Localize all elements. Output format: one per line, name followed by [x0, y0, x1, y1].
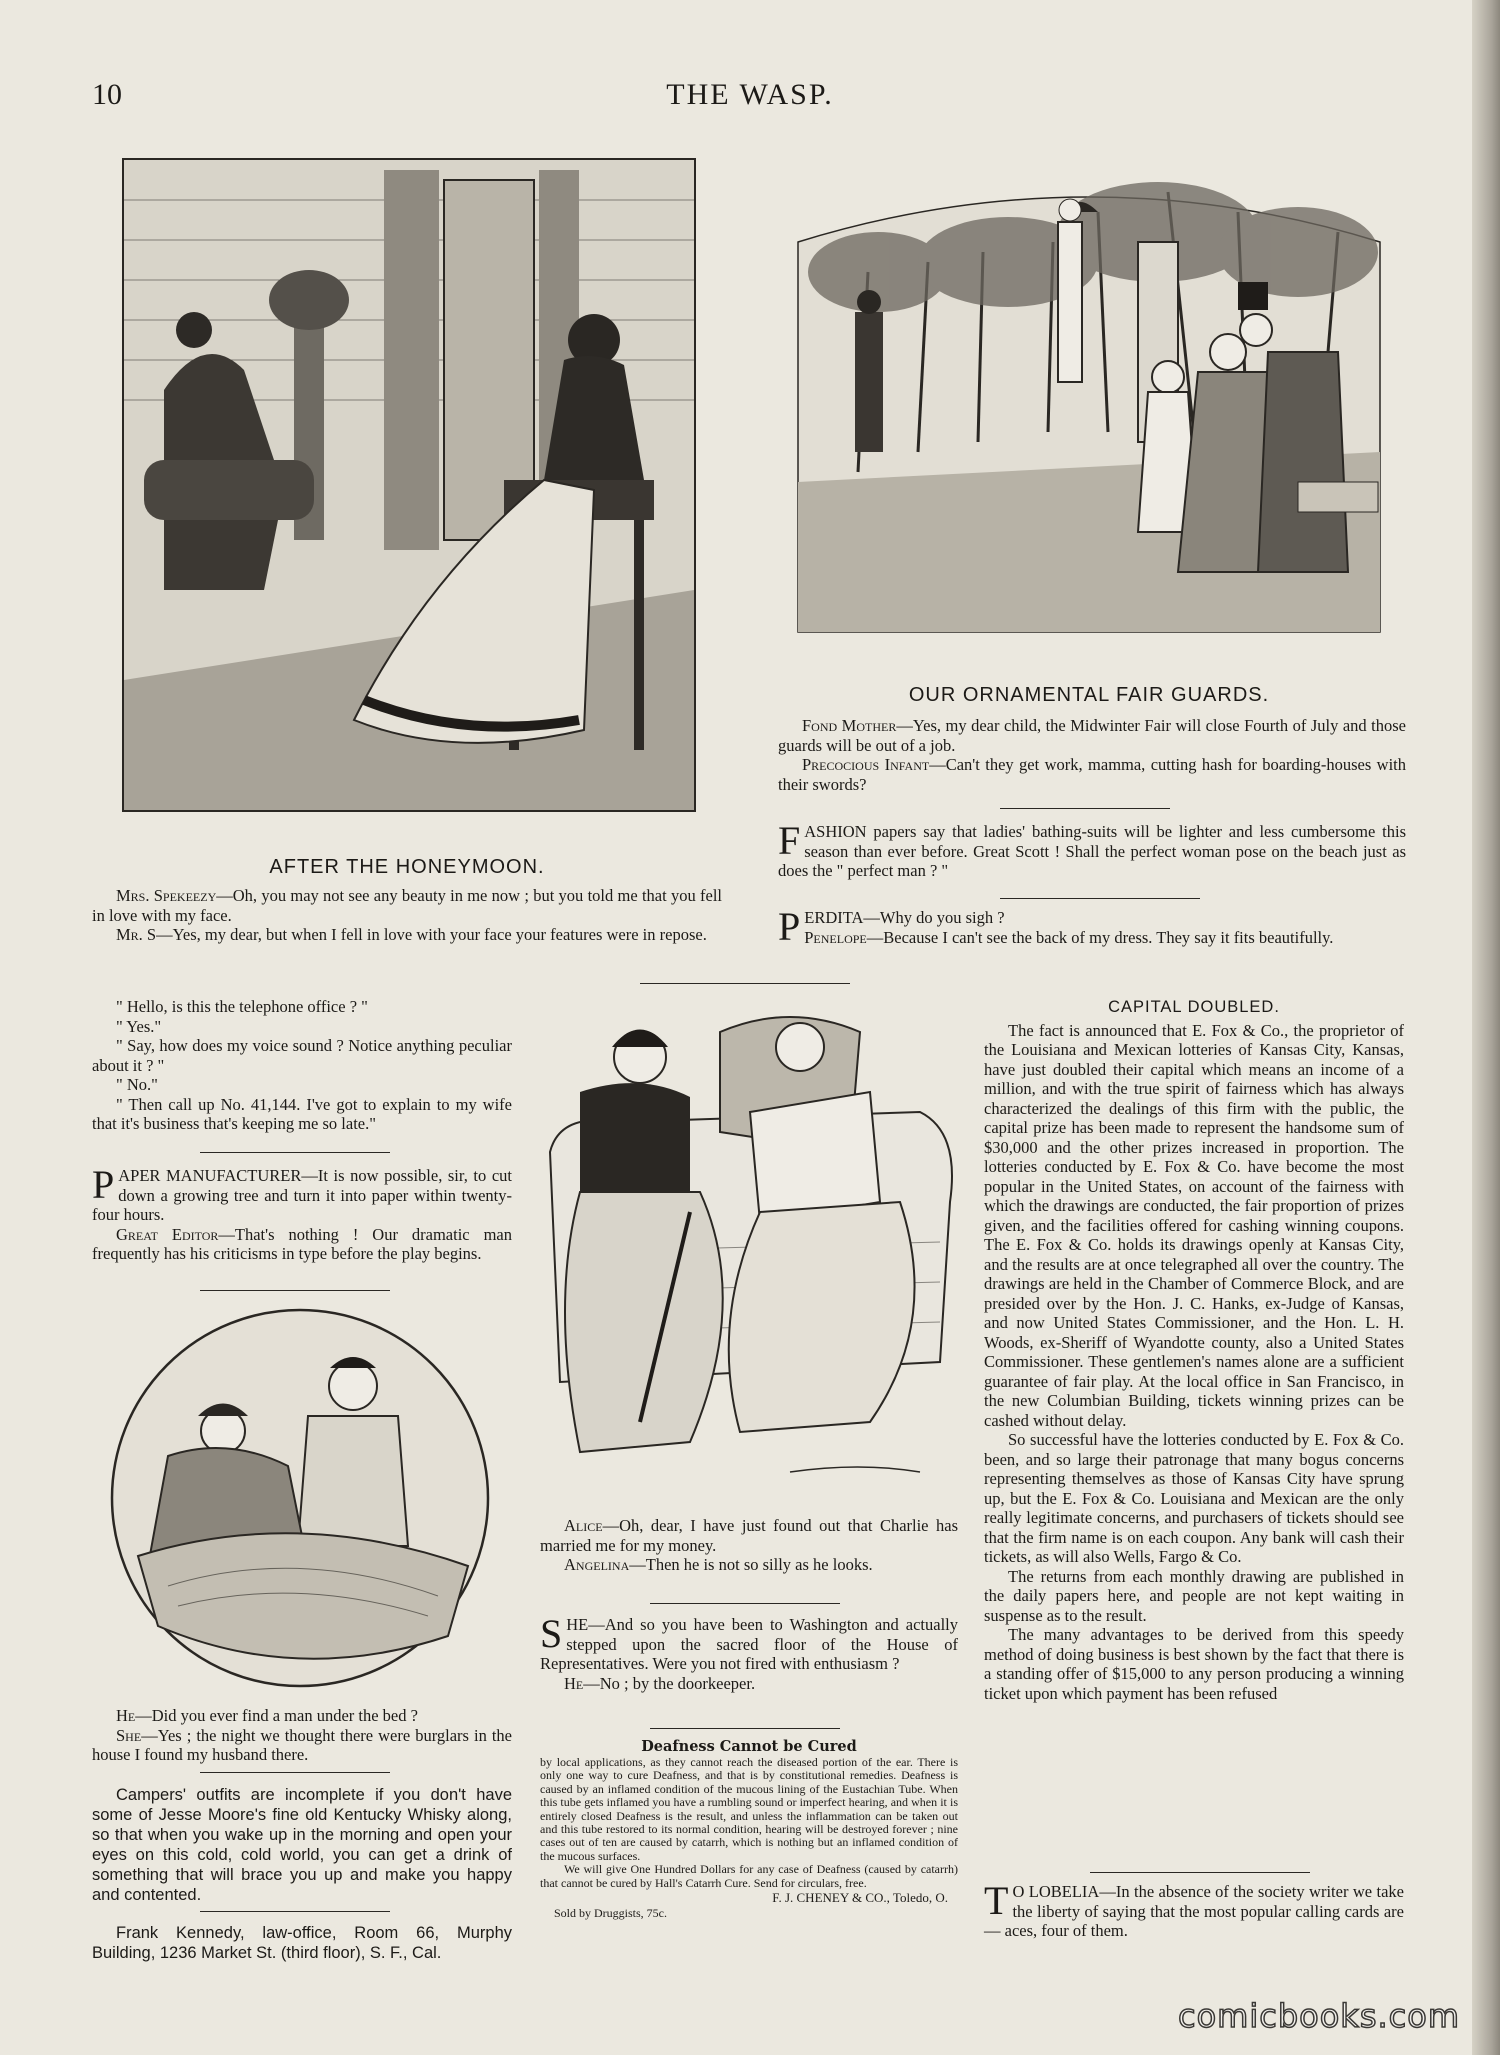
dialogue-line: —Yes, my dear child, the Midwinter Fair will close Fourth of July and those guards will be out of a job.: [778, 716, 1407, 755]
deafness-title: Deafness Cannot be Cured: [641, 1738, 857, 1755]
speaker-great-editor: Great Editor: [116, 1224, 219, 1244]
drop-cap: F: [778, 818, 801, 863]
lobelia-note: [984, 1878, 1404, 1941]
divider: [1000, 898, 1200, 899]
dialogue-line: —Oh, dear, I have just found out that Charlie has married me for my money.: [540, 1516, 958, 1555]
speaker-mrs-spekeezy: Mrs. Spekeezy: [116, 886, 217, 905]
dialogue-line: —Why do you sigh ?: [863, 908, 1005, 927]
article-paragraph: The fact is announced that E. Fox & Co., the proprietor of the Louisiana and Mexican lotteries of Kansas City, Kansas, have just doubled their capital which means an income of a million, and with the true spirit of fairness which has always characterized the dealings of this firm with the public, the capital prize has been made to represent the handsome sum of $30,000 and the other prizes increased in proportion. The lotteries conducted by E. Fox & Co. have become the most popular in the United States, on account of the fairness with which the drawings are conducted, the fair proportion of prizes given, and the facilities offered for cashing winning coupons. The E. Fox & Co. holds its drawings openly at Kansas City, and the results are at once telegraphed all over the country. The drawings are held in the Chamber of Commerce Block, and are presided over by the Hon. J. C. Hanks, ex-Judge of Kansas, and now United States Commissioner, and the Hon. L. H. Woods, ex-Sheriff of Wyandotte county, also a United States Commissioner. These gentlemen's names alone are a sufficient guarantee of fair play. At the local office in San Francisco, in the new Columbian Building, tickets winning prizes can be cashed without delay.: [984, 1020, 1404, 1430]
kennedy-text: Frank Kennedy, law-office, Room 66, Murphy Building, 1236 Market St. (third floor), S. F., Cal.: [92, 1924, 512, 1962]
honeymoon-illustration: [122, 158, 696, 812]
telephone-line: " Then call up No. 41,144. I've got to explain to my wife that it's business that's keeping me so late.": [92, 1094, 512, 1133]
paper-manufacturer-dialogue: [92, 1162, 512, 1264]
dialogue-line: —Can't they get work, mamma, cutting hash for boarding-houses with their swords?: [778, 755, 1407, 794]
dialogue-line: —Yes, my dear, but when I fell in love with your face your features were in repose.: [156, 925, 707, 944]
speaker-mr-s: Mr. S: [116, 925, 157, 944]
kennedy-ad: [92, 1923, 512, 1963]
speaker-angelina: Angelina: [564, 1555, 630, 1574]
bed-illustration: [108, 1306, 493, 1691]
washington-dialogue: [540, 1611, 958, 1693]
article-paragraph: The many advantages to be derived from this speedy method of doing business is best shown by the fact that there is a standing offer of $15,000 to any person producing a winning ticket upon which payment has been refused: [984, 1625, 1404, 1703]
drop-cap: S: [540, 1611, 563, 1656]
drop-cap: P: [92, 1162, 115, 1207]
deafness-sold: Sold by Druggists, 75c.: [554, 1906, 668, 1921]
couch-illustration: [540, 1002, 960, 1502]
bed-dialogue: [92, 1706, 512, 1765]
divider: [200, 1772, 390, 1773]
divider: [650, 1728, 840, 1729]
dialogue-line: APER MANUFACTURER—It is now possible, sir, to cut down a growing tree and turn it into paper within twenty-four hours.: [92, 1166, 512, 1224]
drop-cap: P: [778, 904, 801, 949]
honeymoon-caption: AFTER THE HONEYMOON.: [269, 856, 545, 878]
dialogue-line: —Oh, you may not see any beauty in me now ; but you told me that you fell in love with my face.: [92, 886, 722, 925]
dialogue-line: —No ; by the doorkeeper.: [583, 1673, 756, 1693]
divider: [650, 1603, 840, 1604]
deafness-body: by local applications, as they cannot reach the diseased portion of the ear. There is only one way to cure Deafness, and that is by constitutional remedies. Deafness is caused by an inflamed condition of the mucous lining of the Eustachian Tube. When this tube gets inflamed you have a rumbling sound or imperfect hearing, and when it is entirely closed Deafness is the result, and unless the inflammation can be taken out and this tube restored to its normal condition, hearing will be destroyed forever ; nine cases out of ten are caused by catarrh, which is nothing but an inflamed condition of the mucous surfaces.: [540, 1755, 958, 1863]
deafness-signature: F. J. CHENEY & CO., Toledo, O.: [772, 1890, 948, 1906]
fashion-paragraph: [778, 818, 1406, 881]
drop-cap: T: [984, 1878, 1009, 1923]
deafness-ad: [540, 1738, 958, 1920]
telephone-dialogue: [92, 997, 512, 1134]
divider: [1000, 808, 1170, 809]
capital-doubled-title: CAPITAL DOUBLED.: [1108, 998, 1280, 1016]
divider: [200, 1152, 390, 1153]
honeymoon-dialogue: [92, 886, 722, 945]
capital-doubled-article: [984, 998, 1404, 1703]
article-paragraph: So successful have the lotteries conducted by E. Fox & Co. been, and so large their patronage that many bogus concerns representing themselves as those of Kansas City have sprung up, but the E. Fox & Co. Louisiana and Mexican are the only really legitimate concerns, and purchasers of tickets should see that the firm name is on each coupon. Any bank will cash their tickets, as will also Wells, Fargo & Co.: [984, 1430, 1404, 1566]
source-watermark: comicbooks.com: [1177, 1997, 1460, 2035]
masthead-title: THE WASP.: [666, 78, 834, 111]
dialogue-line: —That's nothing ! Our dramatic man frequently has his criticisms in type before the play begins.: [92, 1224, 512, 1263]
dialogue-line: —Because I can't see the back of my dress. They say it fits beautifully.: [866, 927, 1334, 947]
campers-ad: [92, 1785, 512, 1905]
fashion-text: ASHION papers say that ladies' bathing-suits will be lighter and less cumbersome this season than ever before. Great Scott ! Shall the perfect woman pose on the beach just as does the " perfect man ? ": [778, 822, 1406, 880]
speaker-she: She: [116, 1725, 142, 1745]
speaker-alice: Alice: [564, 1516, 603, 1535]
speaker-he: He: [564, 1673, 584, 1693]
divider: [640, 983, 850, 984]
fair-guards-caption: OUR ORNAMENTAL FAIR GUARDS.: [908, 684, 1270, 706]
dialogue-line: HE—And so you have been to Washington and actually stepped upon the sacred floor of the House of Representatives. Were you not fired with enthusiasm ?: [540, 1615, 958, 1673]
perdita-dialogue: [778, 904, 1406, 949]
telephone-line: " Hello, is this the telephone office ? ": [116, 997, 368, 1016]
campers-text: Campers' outfits are incomplete if you don't have some of Jesse Moore's fine old Kentucky Whisky along, so that when you wake up in the morning and open your eyes on this cold, cold world, you can get a drink of something that will brace you up and make you happy and contented.: [92, 1786, 512, 1904]
article-paragraph: The returns from each monthly drawing are published in the daily papers here, and people are not kept waiting in suspense as to the result.: [984, 1566, 1404, 1625]
telephone-line: " No.": [116, 1075, 158, 1094]
fair-guards-illustration: [778, 152, 1400, 672]
divider: [1090, 1872, 1310, 1873]
dialogue-line: —Yes ; the night we thought there were burglars in the house I found my husband there.: [92, 1725, 512, 1764]
dialogue-line: —Then he is not so silly as he looks.: [629, 1555, 873, 1574]
fair-guards-dialogue: [778, 716, 1406, 794]
page-binding-shadow: [1472, 0, 1500, 2055]
speaker-perdita: ERDITA: [804, 908, 864, 927]
page-number: 10: [92, 78, 122, 111]
telephone-line: " Say, how does my voice sound ? Notice anything peculiar about it ? ": [92, 1036, 512, 1075]
deafness-offer: We will give One Hundred Dollars for any case of Deafness (caused by catarrh) that cannot be cured by Hall's Catarrh Cure. Send for circulars, free.: [540, 1862, 958, 1890]
speaker-precocious-infant: Precocious Infant: [802, 755, 930, 774]
divider: [200, 1911, 390, 1912]
dialogue-line: —Did you ever find a man under the bed ?: [135, 1706, 418, 1725]
lobelia-text: O LOBELIA—In the absence of the society writer we take the liberty of saying that the most popular calling cards are — aces, four of them.: [984, 1882, 1404, 1940]
speaker-penelope: Penelope: [804, 927, 867, 947]
alice-dialogue: [540, 1516, 958, 1575]
divider: [200, 1290, 390, 1291]
telephone-line: " Yes.": [116, 1016, 162, 1036]
speaker-he: He: [116, 1706, 136, 1725]
speaker-fond-mother: Fond Mother: [802, 716, 897, 735]
